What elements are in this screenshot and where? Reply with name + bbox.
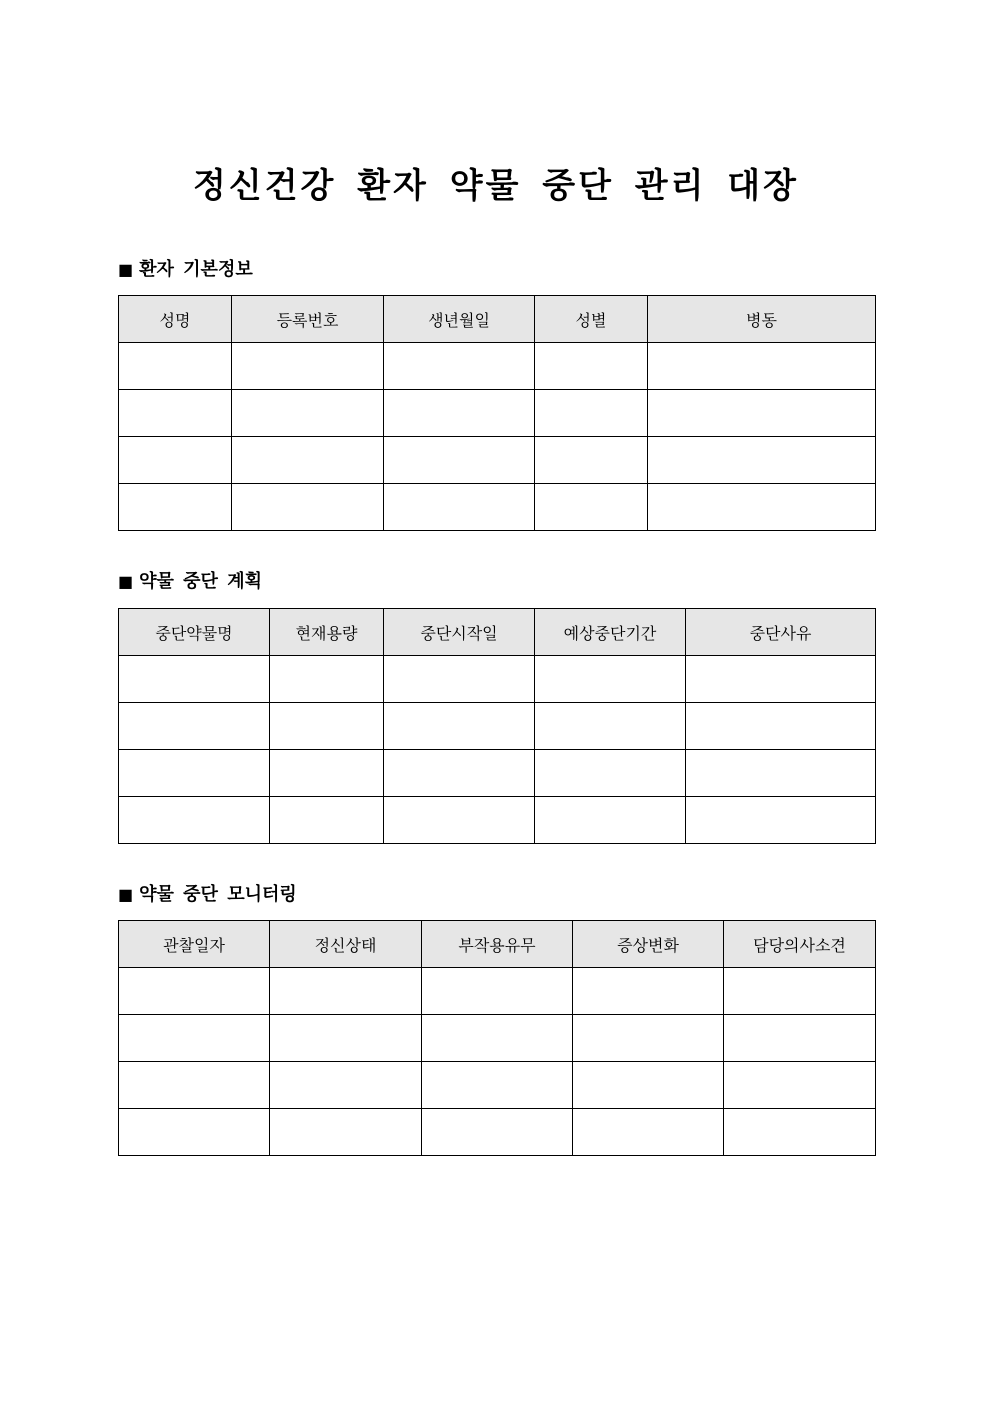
table-row (119, 750, 876, 797)
table-cell[interactable] (535, 797, 686, 844)
table-row (119, 484, 876, 531)
table-cell[interactable] (270, 968, 422, 1015)
column-header-registration-number: 등록번호 (232, 296, 384, 343)
monitoring-table (118, 920, 876, 1156)
table-cell[interactable] (648, 484, 876, 531)
column-header-doctor-opinion: 담당의사소견 (724, 921, 876, 968)
column-header-ward: 병동 (648, 296, 876, 343)
table-cell[interactable] (119, 390, 232, 437)
table-cell[interactable] (535, 390, 648, 437)
table-cell[interactable] (119, 750, 270, 797)
table-cell[interactable] (119, 703, 270, 750)
table-cell[interactable] (119, 656, 270, 703)
table-cell[interactable] (686, 750, 876, 797)
column-header-expected-period: 예상중단기간 (535, 609, 686, 656)
table-cell[interactable] (232, 484, 384, 531)
column-header-observation-date: 관찰일자 (119, 921, 270, 968)
section-heading-text: 약물 중단 계획 (139, 571, 262, 592)
patient-info-table (118, 295, 876, 531)
table-row (119, 1109, 876, 1156)
table-cell[interactable] (422, 1109, 573, 1156)
column-header-birth-date: 생년월일 (384, 296, 535, 343)
table-row (119, 797, 876, 844)
table-cell[interactable] (535, 437, 648, 484)
table-cell[interactable] (384, 797, 535, 844)
table-cell[interactable] (119, 1109, 270, 1156)
table-cell[interactable] (384, 343, 535, 390)
table-header-row (119, 296, 876, 343)
table-cell[interactable] (535, 750, 686, 797)
document-title: 정신건강 환자 약물 중단 관리 대장 (193, 166, 799, 206)
table-cell[interactable] (270, 1109, 422, 1156)
table-row (119, 1062, 876, 1109)
table-cell[interactable] (648, 390, 876, 437)
table-cell[interactable] (384, 484, 535, 531)
table-cell[interactable] (535, 484, 648, 531)
table-cell[interactable] (384, 437, 535, 484)
square-bullet-icon: ■ (118, 572, 134, 591)
table-cell[interactable] (573, 1015, 724, 1062)
table-cell[interactable] (232, 343, 384, 390)
table-cell[interactable] (648, 437, 876, 484)
table-cell[interactable] (270, 1015, 422, 1062)
table-cell[interactable] (384, 390, 535, 437)
table-cell[interactable] (384, 750, 535, 797)
table-cell[interactable] (270, 703, 384, 750)
table-cell[interactable] (686, 656, 876, 703)
discontinuation-plan-table (118, 608, 876, 844)
table-cell[interactable] (724, 1062, 876, 1109)
table-cell[interactable] (573, 1062, 724, 1109)
table-cell[interactable] (384, 703, 535, 750)
table-cell[interactable] (119, 1015, 270, 1062)
table-cell[interactable] (686, 703, 876, 750)
table-row (119, 968, 876, 1015)
section-heading-text: 환자 기본정보 (139, 259, 253, 280)
table-cell[interactable] (535, 703, 686, 750)
table-cell[interactable] (119, 797, 270, 844)
section-heading-patient-info (118, 258, 253, 282)
table-row (119, 703, 876, 750)
column-header-side-effects: 부작용유무 (422, 921, 573, 968)
column-header-start-date: 중단시작일 (384, 609, 535, 656)
column-header-reason: 중단사유 (686, 609, 876, 656)
table-cell[interactable] (422, 968, 573, 1015)
column-header-current-dose: 현재용량 (270, 609, 384, 656)
table-cell[interactable] (119, 484, 232, 531)
section-heading-monitoring (118, 883, 297, 907)
table-row (119, 437, 876, 484)
table-cell[interactable] (573, 1109, 724, 1156)
column-header-symptom-change: 증상변화 (573, 921, 724, 968)
table-cell[interactable] (119, 343, 232, 390)
column-header-gender: 성별 (535, 296, 648, 343)
square-bullet-icon: ■ (118, 885, 134, 904)
table-cell[interactable] (119, 968, 270, 1015)
table-cell[interactable] (724, 1015, 876, 1062)
table-cell[interactable] (270, 1062, 422, 1109)
table-row (119, 390, 876, 437)
table-header-row (119, 609, 876, 656)
table-cell[interactable] (422, 1015, 573, 1062)
section-heading-discontinuation-plan (118, 570, 262, 594)
table-cell[interactable] (232, 437, 384, 484)
table-row (119, 1015, 876, 1062)
table-cell[interactable] (724, 1109, 876, 1156)
table-cell[interactable] (232, 390, 384, 437)
table-cell[interactable] (119, 1062, 270, 1109)
table-cell[interactable] (270, 797, 384, 844)
table-row (119, 656, 876, 703)
table-cell[interactable] (270, 750, 384, 797)
table-cell[interactable] (535, 343, 648, 390)
table-cell[interactable] (724, 968, 876, 1015)
table-cell[interactable] (422, 1062, 573, 1109)
section-heading-text: 약물 중단 모니터링 (139, 884, 297, 905)
table-header-row (119, 921, 876, 968)
table-cell[interactable] (384, 656, 535, 703)
table-cell[interactable] (648, 343, 876, 390)
table-cell[interactable] (270, 656, 384, 703)
table-cell[interactable] (573, 968, 724, 1015)
square-bullet-icon: ■ (118, 260, 134, 279)
table-cell[interactable] (535, 656, 686, 703)
column-header-name: 성명 (119, 296, 232, 343)
table-row (119, 343, 876, 390)
column-header-mental-state: 정신상태 (270, 921, 422, 968)
table-cell[interactable] (119, 437, 232, 484)
column-header-drug-name: 중단약물명 (119, 609, 270, 656)
table-cell[interactable] (686, 797, 876, 844)
